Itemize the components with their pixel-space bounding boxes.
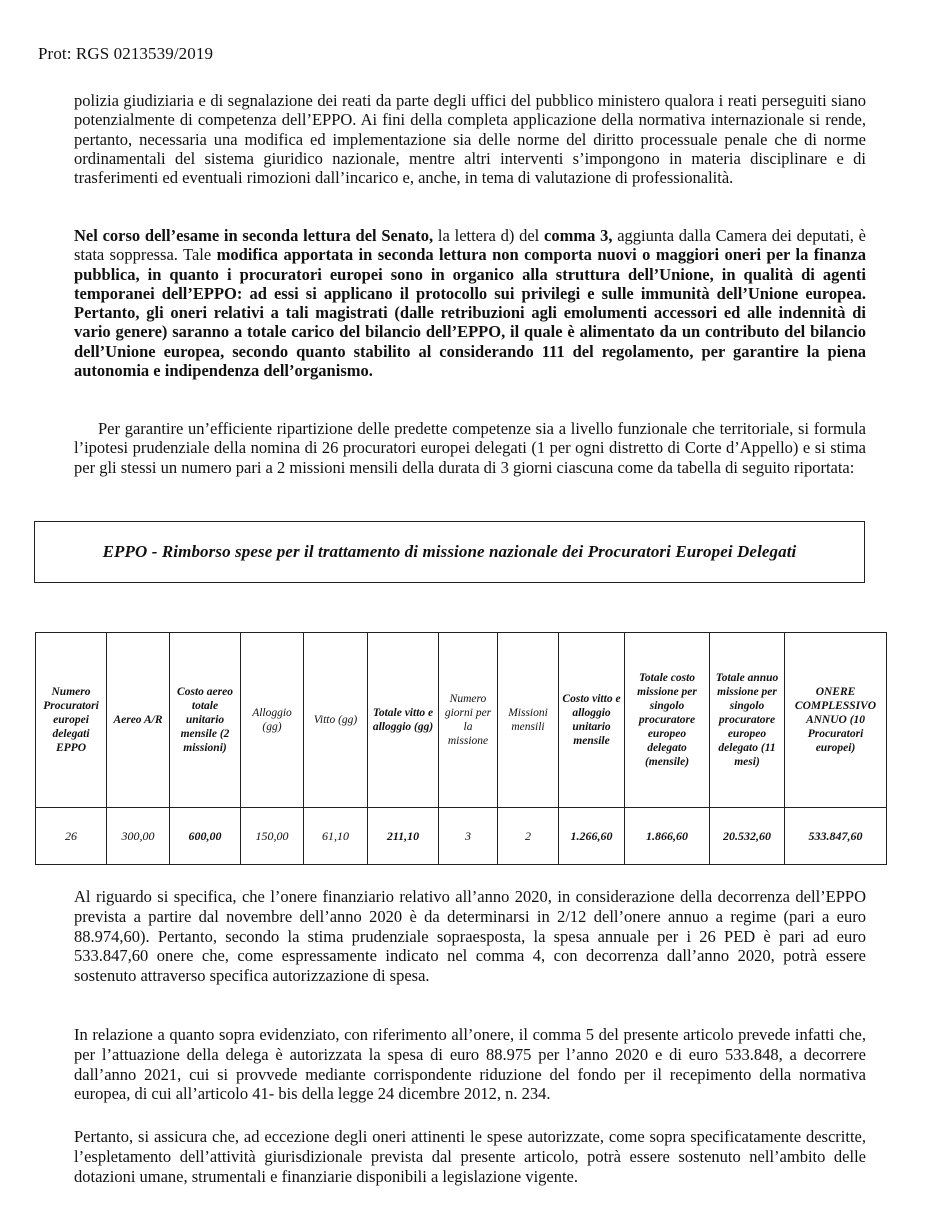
paragraph-authorization: In relazione a quanto sopra evidenziato, con riferimento all’onere, il comma 5 del presente articolo prevede infatti che, per l’attuazione della delega è autorizzata la spesa di euro 88.975 per l’anno 2020 e di euro 533.848, a decorrere dall’anno 2021, cui si provvede mediante corrispondente riduzione del fondo per il recepimento della normativa europea, di cui all’articolo 41- bis della legge 24 dicembre 2012, n. 234.	[74, 1025, 866, 1104]
header-cell: Totale vitto e alloggio (gg)	[368, 633, 439, 808]
paragraph-intro: polizia giudiziaria e di segnalazione dei reati da parte degli uffici del pubblico ministero qualora i reati perseguiti siano potenzialmente di competenza dell’EPPO. Ai fini della completa applicazione della normativa internazionale si rende, pertanto, necessaria una modifica ed implementazione sia delle norme del diritto processuale penale che di norme ordinamentali del sistema giuridico nazionale, mentre altri interventi s’impongono in materia disciplinare e di trasferimenti ed eventuali rimozioni dall’incarico e, anche, in tema di valutazione di professionalità.	[74, 91, 866, 188]
header-cell: Numero giorni per la missione	[439, 633, 498, 808]
senate-text-2: aggiunta dalla Camera dei deputati, è stata soppressa. Tale	[74, 226, 866, 265]
senate-text-1: la lettera d) del	[433, 226, 545, 245]
senate-reading-bold: Nel corso dell’esame in seconda lettura del Senato,	[74, 226, 434, 245]
paragraph-senate-amendment	[74, 226, 866, 380]
header-cell: Totale annuo missione per singolo procuratore europeo delegato (11 mesi)	[710, 633, 785, 808]
table-cell: 20.532,60	[710, 808, 785, 865]
paragraph-conclusion: Pertanto, si assicura che, ad eccezione degli oneri attinenti le spese autorizzate, come sopra specificatamente descritte, l’espletamento dell’attività giurisdizionale prevista dal presente articolo, potrà essere sostenuto nell’ambito delle dotazioni umane, strumentali e finanziarie disponibili a legislazione vigente.	[74, 1127, 866, 1186]
table-cell: 300,00	[107, 808, 170, 865]
table-cell: 3	[439, 808, 498, 865]
mission-cost-table	[35, 632, 887, 865]
header-cell: ONERE COMPLESSIVO ANNUO (10 Procuratori europei)	[785, 633, 887, 808]
header-cell: Vitto (gg)	[304, 633, 368, 808]
table-cell: 1.266,60	[559, 808, 625, 865]
header-cell: Costo aereo totale unitario mensile (2 missioni)	[170, 633, 241, 808]
modification-bold: modifica apportata in seconda lettura non comporta nuovi o maggiori oneri per la finanza pubblica, in quanto i procuratori europei sono in organico alla struttura dell’Unione, in qualità di agenti temporanei dell’EPPO: ad essi si applicano il protocollo sui privilegi e sulle immunità dell’Unione europea. Pertanto, gli oneri relativi a tali magistrati (dalle retribuzioni agli emolumenti accessori ed alle indennità di vario genere) saranno a totale carico del bilancio dell’EPPO, il quale è alimentato da un contributo del bilancio dell’Unione europea, secondo quanto stabilito al considerando 111 del regolamento, per garantire la piena autonomia e indipendenza dell’organismo.	[74, 245, 866, 381]
table-cell: 600,00	[170, 808, 241, 865]
header-cell: Aereo A/R	[107, 633, 170, 808]
table-title-box	[34, 521, 865, 583]
table-cell: 1.866,60	[625, 808, 710, 865]
table-cell: 2	[498, 808, 559, 865]
table-cell: 533.847,60	[785, 808, 887, 865]
table-title: EPPO - Rimborso spese per il trattamento di missione nazionale dei Procuratori Europei Delegati	[102, 542, 797, 561]
protocol-number: Prot: RGS 0213539/2019	[38, 44, 214, 63]
header-cell: Numero Procuratori europei delegati EPPO	[36, 633, 107, 808]
paragraph-estimate: Per garantire un’efficiente ripartizione delle predette competenze sia a livello funzionale che territoriale, si formula l’ipotesi prudenziale della nomina di 26 procuratori europei delegati (1 per ogni distretto di Corte d’Appello) e si stima per gli stessi un numero pari a 2 missioni mensili della durata di 3 giorni ciascuna come da tabella di seguito riportata:	[74, 419, 866, 477]
table-cell: 61,10	[304, 808, 368, 865]
table-row	[36, 808, 887, 865]
header-cell: Missioni mensili	[498, 633, 559, 808]
table-cell: 211,10	[368, 808, 439, 865]
table-cell: 150,00	[241, 808, 304, 865]
paragraph-financial-burden: Al riguardo si specifica, che l’onere finanziario relativo all’anno 2020, in considerazione della decorrenza dell’EPPO prevista a partire dal novembre dell’anno 2020 è da determinarsi in 2/12 dell’onere annuo a regime (pari a euro 88.974,60). Pertanto, secondo la stima prudenziale sopraesposta, la spesa annuale per i 26 PED è pari ad euro 533.847,60 onere che, come espressamente indicato nel comma 4, con decorrenza dall’anno 2020, potrà essere sostenuto attraverso specifica autorizzazione di spesa.	[74, 887, 866, 986]
comma-3-bold: comma 3,	[544, 226, 613, 245]
header-cell: Totale costo missione per singolo procuratore europeo delegato (mensile)	[625, 633, 710, 808]
table-cell: 26	[36, 808, 107, 865]
table-header-row	[36, 633, 887, 808]
header-cell: Alloggio (gg)	[241, 633, 304, 808]
header-cell: Costo vitto e alloggio unitario mensile	[559, 633, 625, 808]
